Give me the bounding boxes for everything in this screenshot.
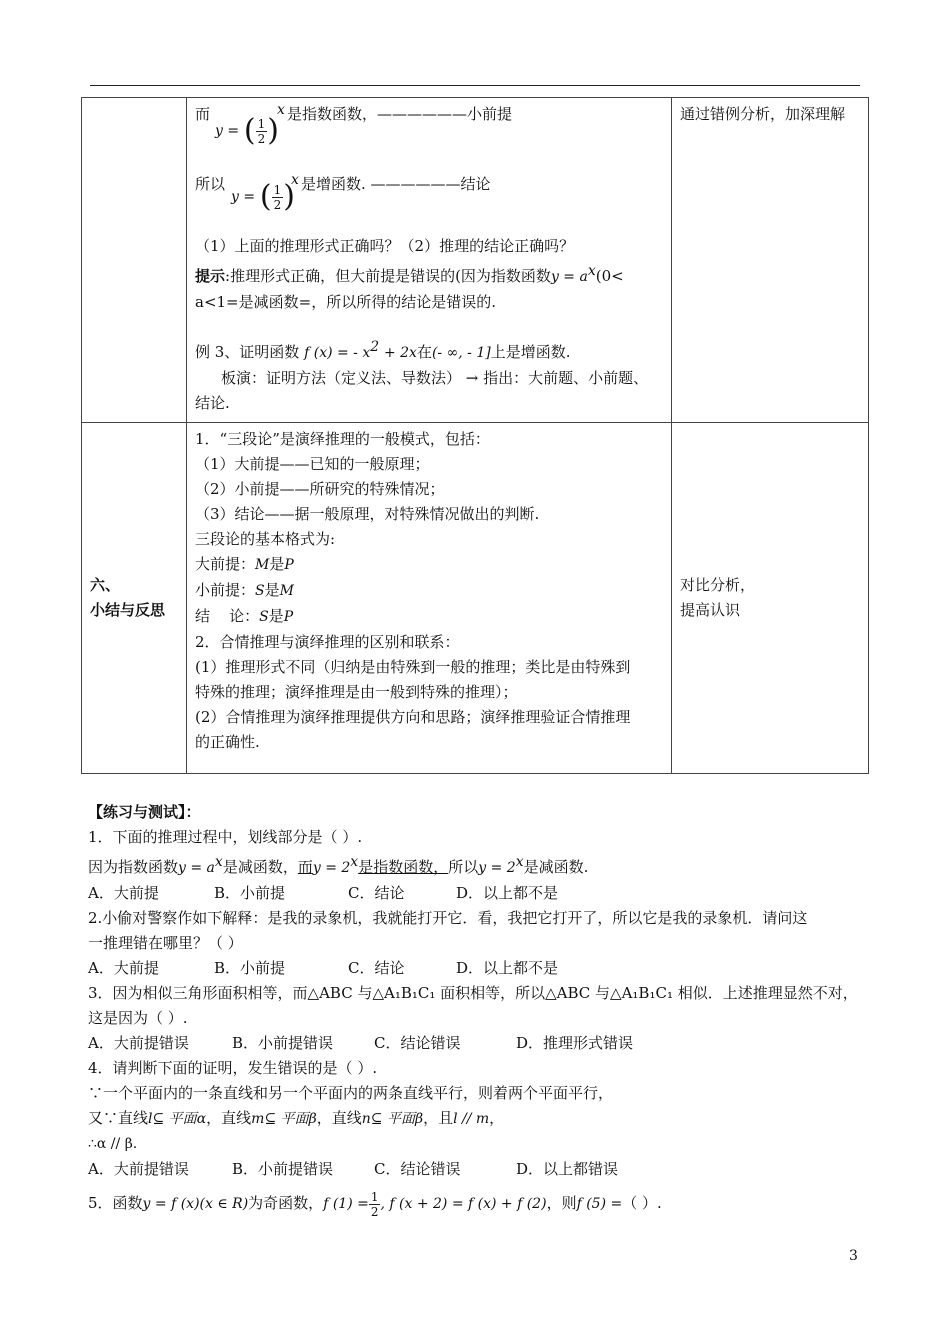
option: A．大前提 bbox=[88, 959, 159, 977]
text: 是指数函数，——————小前提 bbox=[287, 105, 513, 123]
text: 是 bbox=[264, 581, 280, 600]
question-3-continued: 这是因为（ ）. bbox=[88, 1009, 188, 1027]
text: ，直线 bbox=[206, 1109, 252, 1127]
example-3 bbox=[195, 335, 663, 366]
summary-line: 三段论的基本格式为: bbox=[195, 530, 336, 549]
text: 是减函数. bbox=[523, 858, 589, 876]
math: P bbox=[283, 609, 294, 626]
note-text: 通过错例分析，加深理解 bbox=[680, 105, 846, 123]
exponent: x bbox=[587, 263, 596, 279]
summary-line bbox=[195, 552, 663, 578]
denominator: 2 bbox=[257, 131, 266, 146]
header-rule bbox=[90, 85, 860, 86]
question-4-minor bbox=[88, 1106, 870, 1132]
math: f (x) = - x bbox=[304, 345, 371, 361]
question-1: 1．下面的推理过程中，划线部分是（ ）. bbox=[88, 828, 363, 846]
math: + 2x bbox=[383, 345, 417, 361]
math: y = a bbox=[550, 269, 588, 285]
math: f (5) = bbox=[576, 1196, 623, 1212]
text: 上是增函数. bbox=[490, 343, 571, 361]
text: 是 bbox=[269, 555, 285, 574]
option: B．小前提错误 bbox=[232, 1034, 334, 1052]
text: 5．函数 bbox=[88, 1194, 143, 1212]
note-cell bbox=[672, 98, 869, 423]
option: B．小前提错误 bbox=[232, 1160, 334, 1178]
board-work-continued: 结论. bbox=[195, 394, 230, 412]
underlined-text: 而 bbox=[297, 858, 313, 876]
numerator: 1 bbox=[370, 1189, 379, 1204]
practice-heading: 【练习与测试】： bbox=[88, 803, 201, 821]
exponent: x bbox=[214, 854, 223, 870]
question-1-body bbox=[88, 850, 870, 881]
hint-continued: a<1=是减函数=，所以所得的结论是错误的. bbox=[195, 293, 496, 311]
minor-premise-line bbox=[195, 102, 663, 158]
paren: ( bbox=[259, 179, 272, 214]
paren: ( bbox=[243, 113, 256, 148]
text: (0< bbox=[595, 267, 624, 285]
summary-line: 1．“三段论”是演绎推理的一般模式，包括： bbox=[195, 430, 490, 449]
summary-line: 2．合情推理与演绎推理的区别和联系： bbox=[195, 633, 460, 652]
note-text: 对比分析， bbox=[680, 576, 756, 595]
option: A．大前提错误 bbox=[88, 1034, 189, 1052]
text: 在 bbox=[416, 343, 432, 361]
fraction bbox=[256, 117, 268, 146]
conclusion-line bbox=[195, 172, 663, 228]
option: C．结论 bbox=[348, 959, 405, 977]
text: 而 bbox=[195, 105, 211, 123]
summary-line: 的正确性. bbox=[195, 733, 260, 752]
questions: （1）上面的推理形式正确吗？（2）推理的结论正确吗？ bbox=[195, 237, 575, 255]
text: :推理形式正确，但大前提是错误的(因为指数函数 bbox=[225, 267, 551, 285]
page-number: 3 bbox=[849, 1248, 858, 1264]
summary-line bbox=[195, 604, 663, 630]
underlined-text: 是指数函数， bbox=[358, 858, 449, 876]
math: y = a bbox=[178, 860, 215, 876]
math: y = 2 bbox=[478, 860, 516, 876]
summary-line: (1）推理形式不同（归纳是由特殊到一般的推理；类比是由特殊到 bbox=[195, 658, 631, 677]
text: 例 3、证明函数 bbox=[195, 343, 300, 361]
option: D．以上都不是 bbox=[456, 959, 559, 977]
option: C．结论错误 bbox=[374, 1160, 461, 1178]
summary-line: 特殊的推理；演绎推理是由一般到特殊的推理）； bbox=[195, 683, 518, 702]
section-title: 小结与反思 bbox=[90, 601, 166, 620]
table-row bbox=[82, 98, 869, 423]
exponent: x bbox=[277, 102, 285, 118]
math: P bbox=[284, 557, 294, 574]
table-row bbox=[82, 423, 869, 774]
exponent: x bbox=[350, 854, 359, 870]
text: （ ）. bbox=[622, 1194, 662, 1212]
denominator: 2 bbox=[370, 1204, 379, 1219]
math: S bbox=[255, 583, 265, 600]
interval: (- ∞, - 1] bbox=[431, 345, 491, 361]
option: A．大前提错误 bbox=[88, 1160, 189, 1178]
math: y = f (x)(x ∈ R) bbox=[142, 1196, 249, 1212]
exponent: x bbox=[515, 854, 524, 870]
hint-label: 提示 bbox=[195, 267, 226, 285]
practice-section bbox=[88, 800, 870, 1219]
note-cell bbox=[672, 423, 869, 774]
text: 结 论： bbox=[195, 607, 260, 626]
option: C．结论 bbox=[348, 884, 405, 902]
denominator: 2 bbox=[273, 197, 282, 212]
math: m bbox=[251, 1111, 265, 1127]
math: β bbox=[414, 1111, 424, 1127]
math: α bbox=[196, 1111, 207, 1127]
math: f (1) = bbox=[323, 1196, 369, 1212]
summary-line bbox=[195, 578, 663, 604]
text: 是 bbox=[268, 607, 284, 626]
math: ⊆ 平面 bbox=[152, 1111, 197, 1127]
summary-line: （1）大前提——已知的一般原理； bbox=[195, 455, 430, 474]
question-3-options bbox=[88, 1031, 870, 1056]
text: ，则 bbox=[546, 1194, 577, 1212]
option: D．推理形式错误 bbox=[516, 1034, 634, 1052]
content-cell bbox=[187, 98, 672, 423]
text: 小前提： bbox=[195, 581, 256, 600]
text: 所以 bbox=[448, 858, 479, 876]
text: 大前提： bbox=[195, 555, 256, 574]
content-cell bbox=[187, 423, 672, 774]
section-title-cell bbox=[82, 98, 187, 423]
text: 因为指数函数 bbox=[88, 858, 179, 876]
question-1-options bbox=[88, 881, 870, 906]
question-4-options bbox=[88, 1157, 870, 1182]
option: B．小前提 bbox=[214, 884, 286, 902]
math: l bbox=[148, 1111, 153, 1127]
summary-line: (2）合情推理为演绎推理提供方向和思路；演绎推理验证合情推理 bbox=[195, 708, 631, 727]
math: ⊆ 平面 bbox=[370, 1111, 415, 1127]
lesson-table bbox=[81, 97, 869, 774]
question-2: 2.小偷对警察作如下解释：是我的录象机，我就能打开它．看，我把它打开了，所以它是我的录象机．请问这 bbox=[88, 909, 808, 927]
option: C．结论错误 bbox=[374, 1034, 461, 1052]
option: B．小前提 bbox=[214, 959, 286, 977]
text: 是减函数， bbox=[222, 858, 298, 876]
note-text: 提高认识 bbox=[680, 601, 741, 620]
text: 所以 bbox=[195, 175, 226, 193]
numerator: 1 bbox=[257, 116, 266, 131]
option: A．大前提 bbox=[88, 884, 159, 902]
exponent: x bbox=[291, 172, 299, 188]
fraction bbox=[369, 1190, 381, 1219]
math: l // m bbox=[453, 1111, 490, 1127]
fraction bbox=[272, 183, 284, 212]
text: ，直线 bbox=[316, 1109, 362, 1127]
summary-line: （2）小前提——所研究的特殊情况； bbox=[195, 480, 445, 499]
hint bbox=[195, 259, 663, 290]
math: ⊆ 平面 bbox=[264, 1111, 309, 1127]
text: ，且 bbox=[423, 1109, 454, 1127]
board-work: 板演：证明方法（定义法、导数法） → 指出：大前题、小前题、 bbox=[221, 369, 649, 387]
option: D．以上都不是 bbox=[456, 884, 559, 902]
text: 为奇函数， bbox=[248, 1194, 324, 1212]
math: , f (x + 2) = f (x) + f (2) bbox=[380, 1196, 547, 1212]
math: S bbox=[259, 609, 269, 626]
question-3: 3．因为相似三角形面积相等，而△ABC 与△A₁B₁C₁ 面积相等，所以△ABC 与△A₁B₁C₁ 相似．上述推理显然不对， bbox=[88, 984, 858, 1002]
text: ， bbox=[489, 1109, 505, 1127]
numerator: 1 bbox=[273, 182, 282, 197]
math: y = bbox=[231, 189, 256, 205]
question-2-options bbox=[88, 956, 870, 981]
formula bbox=[231, 179, 295, 214]
text: 是增函数. ——————结论 bbox=[301, 175, 491, 193]
math: β bbox=[308, 1111, 317, 1127]
formula bbox=[215, 113, 279, 148]
question-4-conclusion: ∴α // β. bbox=[88, 1136, 138, 1152]
question-4: 4．请判断下面的证明，发生错误的是（ ）. bbox=[88, 1059, 378, 1077]
section-title-cell bbox=[82, 423, 187, 774]
math: M bbox=[279, 583, 294, 600]
question-4-premise: ∵一个平面内的一条直线和另一个平面内的两条直线平行，则着两个平面平行， bbox=[88, 1084, 614, 1102]
paren: ) bbox=[267, 113, 279, 148]
math: M bbox=[255, 557, 270, 574]
math: n bbox=[361, 1111, 371, 1127]
question-5 bbox=[88, 1188, 870, 1219]
paren: ) bbox=[283, 179, 295, 214]
question-2-continued: 一推理错在哪里？（ ） bbox=[88, 934, 243, 952]
exponent: 2 bbox=[370, 339, 380, 355]
math: y = 2 bbox=[312, 860, 351, 876]
math: y = bbox=[215, 123, 240, 139]
text: 又∵直线 bbox=[88, 1109, 149, 1127]
section-number: 六、 bbox=[90, 576, 121, 595]
summary-line: （3）结论——据一般原理，对特殊情况做出的判断. bbox=[195, 505, 540, 524]
option: D．以上都错误 bbox=[516, 1160, 619, 1178]
